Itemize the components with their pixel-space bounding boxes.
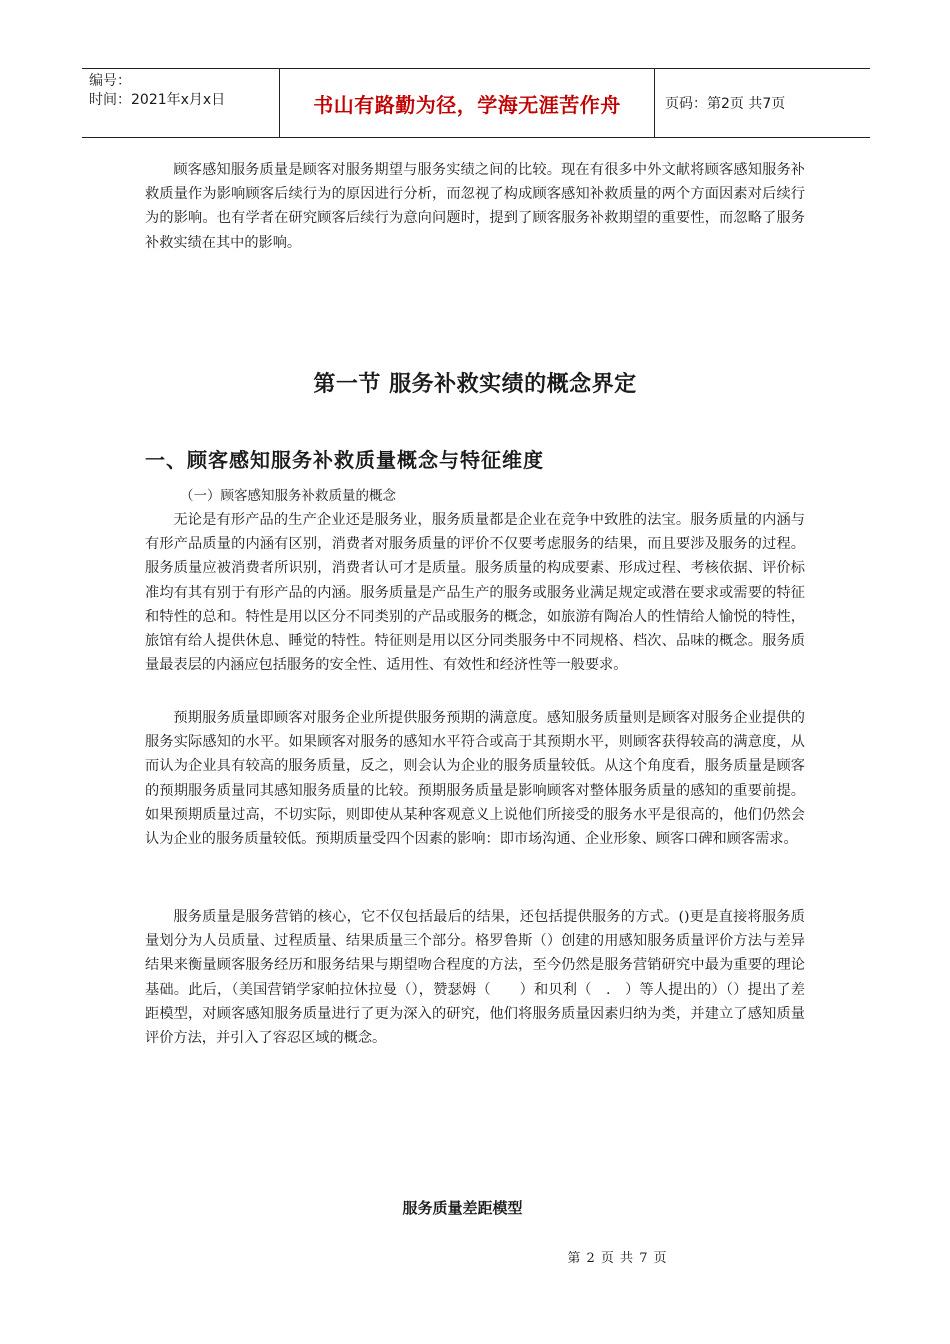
subsection-title: 一、顾客感知服务补救质量概念与特征维度	[145, 448, 544, 472]
code-label: 编号：	[89, 73, 131, 89]
header-page-info: 页码：第2页 共7页	[665, 96, 786, 112]
body-paragraph: 服务质量是服务营销的核心，它不仅包括最后的结果，还包括提供服务的方式。()更是直接将服务质量划分为人员质量、过程质量、结果质量三个部分。格罗鲁斯（）创建的用感知服务质量评价方法与差异结果来衡量顾客服务经历和服务结果与期望吻合程度的方法，至今仍然是服务营销研究中最为重要的理论基础。此后，（美国营销学家帕拉休拉曼（），赞瑟姆（ ）和贝利（ . ）等人提出的）（）提出了差距模型，对顾客感知服务质量进行了更为深入的研究，他们将服务质量因素归纳为类，并建立了感知质量评价方法，并引入了容忍区域的概念。	[145, 909, 805, 1047]
body-paragraph: 无论是有形产品的生产企业还是服务业，服务质量都是企业在竞争中致胜的法宝。服务质量的内涵与有形产品质量的内涵有区别，消费者对服务质量的评价不仅要考虑服务的结果，而且要涉及服务的过程。服务质量应被消费者所识别，消费者认可才是质量。服务质量的构成要素、形成过程、考核依据、评价标准均有其有别于有形产品的内涵。服务质量是产品生产的服务或服务业满足规定或潜在要求或需要的特征和特性的总和。特性是用以区分不同类别的产品或服务的概念，如旅游有陶冶人的性情给人愉悦的特性，旅馆有给人提供休息、睡觉的特性。特征则是用以区分同类服务中不同规格、档次、品味的概念。服务质量最表层的内涵应包括服务的安全性、适用性、有效性和经济性等一般要求。	[145, 512, 805, 674]
intro-paragraph: 顾客感知服务质量是顾客对服务期望与服务实绩之间的比较。现在有很多中外文献将顾客感知服务补救质量作为影响顾客后续行为的原因进行分析，而忽视了构成顾客感知补救质量的两个方面因素对后续行为的影响。也有学者在研究顾客后续行为意向问题时，提到了顾客服务补救期望的重要性，而忽略了服务补救实绩在其中的影响。	[145, 162, 805, 251]
document-header	[82, 68, 870, 138]
header-meta	[82, 69, 280, 137]
body-paragraph: 预期服务质量即顾客对服务企业所提供服务预期的满意度。感知服务质量则是顾客对服务企业提供的服务实际感知的水平。如果顾客对服务的感知水平符合或高于其预期水平，则顾客获得较高的满意度，从而认为企业具有较高的服务质量，反之，则会认为企业的服务质量较低。从这个角度看，服务质量是顾客的预期服务质量同其感知服务质量的比较。预期服务质量是影响顾客对整体服务质量的感知的重要前提。如果预期质量过高，不切实际，则即使从某种客观意义上说他们所接受的服务水平是很高的，他们仍然会认为企业的服务质量较低。预期质量受四个因素的影响：即市场沟通、企业形象、顾客口碑和顾客需求。	[145, 710, 805, 848]
header-motto: 书山有路勤为径，学海无涯苦作舟	[280, 69, 655, 137]
figure-caption: 服务质量差距模型	[402, 1199, 523, 1217]
small-heading: （一）顾客感知服务补救质量的概念	[180, 488, 396, 504]
page-footer: 第 2 页 共 7 页	[567, 1251, 668, 1266]
section-title: 第一节 服务补救实绩的概念界定	[313, 372, 637, 397]
date-label: 时间：2021年x月x日	[89, 92, 226, 108]
